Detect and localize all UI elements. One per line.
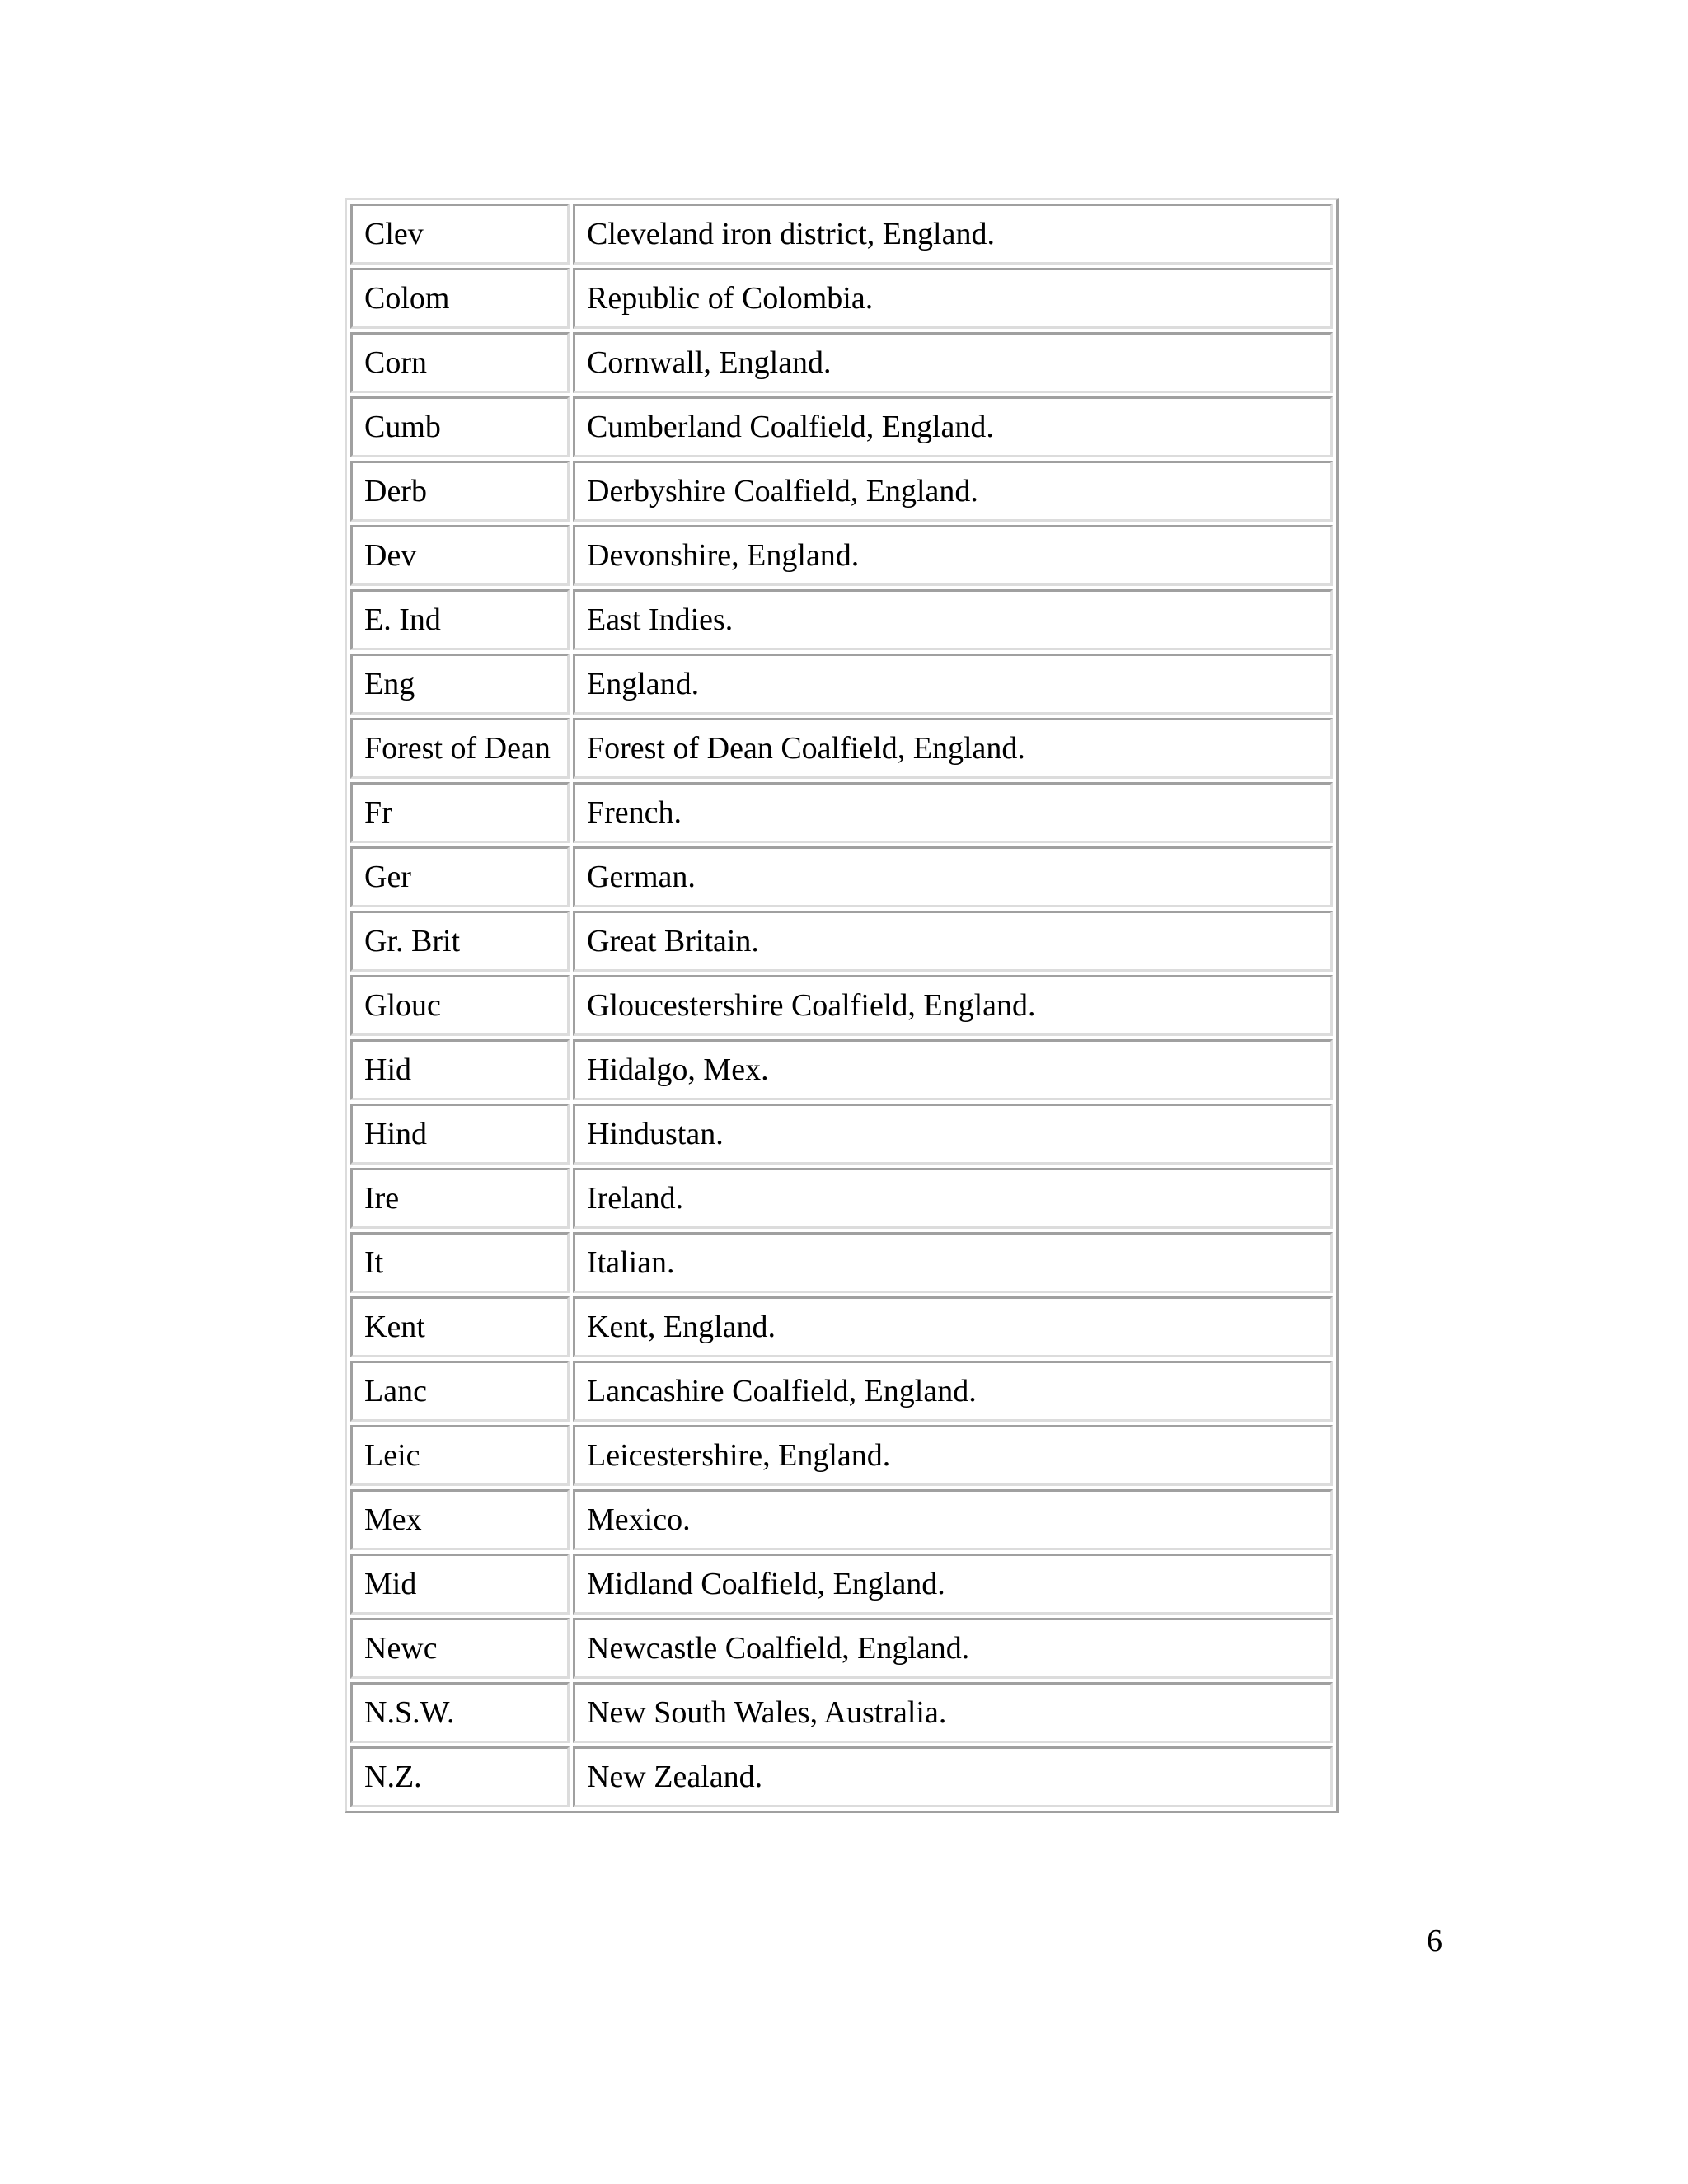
- table-row: [350, 204, 1333, 265]
- meaning-cell: Gloucestershire Coalfield, England.: [573, 975, 1333, 1036]
- table-row: [350, 589, 1333, 650]
- table-row: [350, 1746, 1333, 1807]
- table-row: [350, 525, 1333, 586]
- meaning-cell: Kent, England.: [573, 1296, 1333, 1357]
- abbreviation-cell: Dev: [350, 525, 570, 586]
- table-row: [350, 1554, 1333, 1615]
- meaning-cell: Newcastle Coalfield, England.: [573, 1618, 1333, 1679]
- meaning-cell: Italian.: [573, 1232, 1333, 1293]
- abbreviation-cell: Lanc: [350, 1361, 570, 1422]
- abbreviation-cell: E. Ind: [350, 589, 570, 650]
- meaning-cell: German.: [573, 846, 1333, 907]
- abbreviation-cell: Newc: [350, 1618, 570, 1679]
- meaning-cell: New South Wales, Australia.: [573, 1682, 1333, 1743]
- meaning-cell: Cumberland Coalfield, England.: [573, 396, 1333, 457]
- meaning-cell: Cleveland iron district, England.: [573, 204, 1333, 265]
- table-row: [350, 1682, 1333, 1743]
- abbreviation-cell: Eng: [350, 654, 570, 715]
- table-row: [350, 975, 1333, 1036]
- meaning-cell: Leicestershire, England.: [573, 1425, 1333, 1486]
- table-row: [350, 1232, 1333, 1293]
- meaning-cell: Hidalgo, Mex.: [573, 1039, 1333, 1100]
- table-row: [350, 396, 1333, 457]
- meaning-cell: Midland Coalfield, England.: [573, 1554, 1333, 1615]
- meaning-cell: East Indies.: [573, 589, 1333, 650]
- abbreviation-cell: Kent: [350, 1296, 570, 1357]
- abbreviation-cell: Ire: [350, 1168, 570, 1229]
- table-row: [350, 1168, 1333, 1229]
- table-row: [350, 1039, 1333, 1100]
- page-number: 6: [1427, 1924, 1442, 1958]
- table-row: [350, 1425, 1333, 1486]
- table-row: [350, 1296, 1333, 1357]
- meaning-cell: Devonshire, England.: [573, 525, 1333, 586]
- table-row: [350, 332, 1333, 393]
- abbreviation-cell: N.Z.: [350, 1746, 570, 1807]
- abbreviation-cell: Hid: [350, 1039, 570, 1100]
- meaning-cell: Mexico.: [573, 1489, 1333, 1550]
- table-row: [350, 654, 1333, 715]
- abbreviation-cell: Fr: [350, 782, 570, 843]
- abbreviation-cell: Derb: [350, 461, 570, 522]
- table-row: [350, 1104, 1333, 1165]
- abbreviation-cell: Glouc: [350, 975, 570, 1036]
- abbreviation-table-body: [350, 204, 1333, 1807]
- abbreviation-cell: Cumb: [350, 396, 570, 457]
- abbreviation-cell: Leic: [350, 1425, 570, 1486]
- table-row: [350, 846, 1333, 907]
- abbreviation-cell: Corn: [350, 332, 570, 393]
- meaning-cell: Ireland.: [573, 1168, 1333, 1229]
- meaning-cell: French.: [573, 782, 1333, 843]
- table-row: [350, 911, 1333, 972]
- meaning-cell: Derbyshire Coalfield, England.: [573, 461, 1333, 522]
- table-row: [350, 1361, 1333, 1422]
- table-row: [350, 1489, 1333, 1550]
- abbreviation-cell: N.S.W.: [350, 1682, 570, 1743]
- meaning-cell: Cornwall, England.: [573, 332, 1333, 393]
- abbreviation-cell: It: [350, 1232, 570, 1293]
- table-row: [350, 461, 1333, 522]
- table-row: [350, 782, 1333, 843]
- meaning-cell: Forest of Dean Coalfield, England.: [573, 718, 1333, 779]
- table-row: [350, 268, 1333, 329]
- abbreviation-cell: Mid: [350, 1554, 570, 1615]
- meaning-cell: Hindustan.: [573, 1104, 1333, 1165]
- abbreviation-cell: Clev: [350, 204, 570, 265]
- abbreviation-cell: Hind: [350, 1104, 570, 1165]
- abbreviation-cell: Forest of Dean: [350, 718, 570, 779]
- table-row: [350, 718, 1333, 779]
- meaning-cell: Great Britain.: [573, 911, 1333, 972]
- meaning-cell: England.: [573, 654, 1333, 715]
- table-row: [350, 1618, 1333, 1679]
- abbreviation-table: [345, 198, 1339, 1813]
- abbreviation-cell: Ger: [350, 846, 570, 907]
- meaning-cell: New Zealand.: [573, 1746, 1333, 1807]
- meaning-cell: Lancashire Coalfield, England.: [573, 1361, 1333, 1422]
- meaning-cell: Republic of Colombia.: [573, 268, 1333, 329]
- abbreviation-cell: Colom: [350, 268, 570, 329]
- abbreviation-cell: Gr. Brit: [350, 911, 570, 972]
- abbreviation-cell: Mex: [350, 1489, 570, 1550]
